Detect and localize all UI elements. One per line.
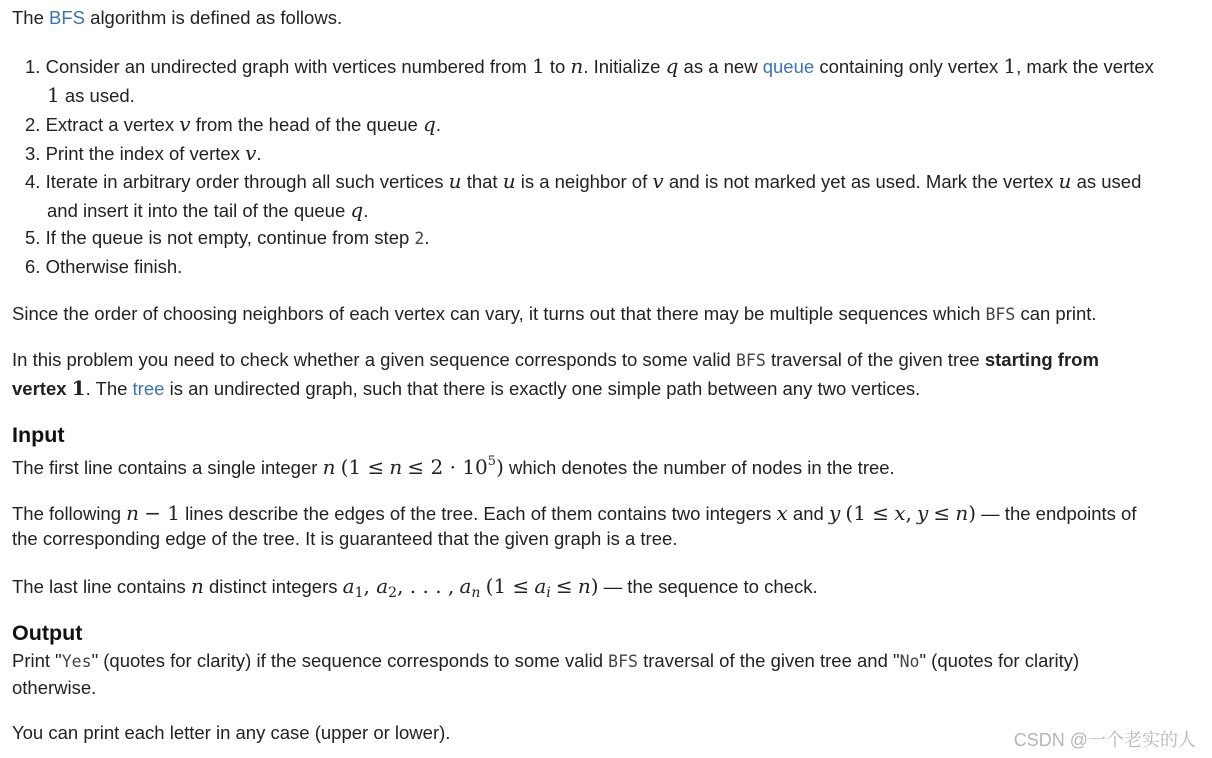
paragraph: The first line contains a single integer n $(1 \le n \le 2 \cdot 10^5)$ which denotes the number of nodes in the tree.: [12, 454, 895, 479]
bfs-link[interactable]: BFS: [49, 7, 86, 28]
paragraph: You can print each letter in any case (upper or lower).: [12, 722, 451, 743]
output-heading: Output: [12, 621, 83, 645]
list-item-continuation: and insert it into the tail of the queue q.: [47, 198, 369, 222]
intro-line: The BFS algorithm is defined as follows.: [12, 7, 343, 28]
list-item-continuation: 1 as used.: [47, 83, 135, 107]
paragraph: Print "Yes" (quotes for clarity) if the sequence corresponds to some valid BFS traversal of the given tree and "No" (quotes for clarity): [12, 650, 1080, 671]
tree-link[interactable]: tree: [132, 378, 165, 399]
paragraph: The last line contains n distinct integers $a_1$, $a_2$, . . . , $a_n$ $(1 \le a_i \le n)$ — the sequence to check.: [12, 574, 818, 601]
list-item: 3. Print the index of vertex v.: [25, 141, 262, 165]
queue-link[interactable]: queue: [762, 56, 815, 77]
list-item: 2. Extract a vertex v from the head of the queue q.: [25, 112, 441, 136]
list-item: 5. If the queue is not empty, continue from step 2.: [25, 227, 430, 248]
csdn-watermark: CSDN @一个老实的人: [1013, 730, 1196, 750]
paragraph: In this problem you need to check whether a given sequence corresponds to some valid BFS traversal of the given tree starting from: [12, 349, 1099, 370]
paragraph-continuation: otherwise.: [12, 677, 97, 698]
list-item: 6. Otherwise finish.: [25, 256, 183, 277]
paragraph: Since the order of choosing neighbors of each vertex can vary, it turns out that there may be multiple sequences which BFS can print.: [12, 303, 1097, 324]
list-item: 1. Consider an undirected graph with vertices numbered from 1 to n. Initialize q as a new queue containing only vertex 1, mark the vertex: [25, 54, 1154, 78]
input-heading: Input: [12, 423, 65, 447]
list-item: 4. Iterate in arbitrary order through all such vertices u that u is a neighbor of v and is not marked yet as used. Mark the vertex u as used: [25, 169, 1142, 193]
paragraph: The following n − 1 lines describe the edges of the tree. Each of them contains two integers x and y (1 ≤ x, y ≤ n) — the endpoints of: [12, 501, 1137, 525]
paragraph-continuation: the corresponding edge of the tree. It is guaranteed that the given graph is a tree.: [12, 528, 678, 549]
paragraph-continuation: vertex 1. The tree is an undirected graph, such that there is exactly one simple path between any two vertices.: [12, 376, 921, 400]
